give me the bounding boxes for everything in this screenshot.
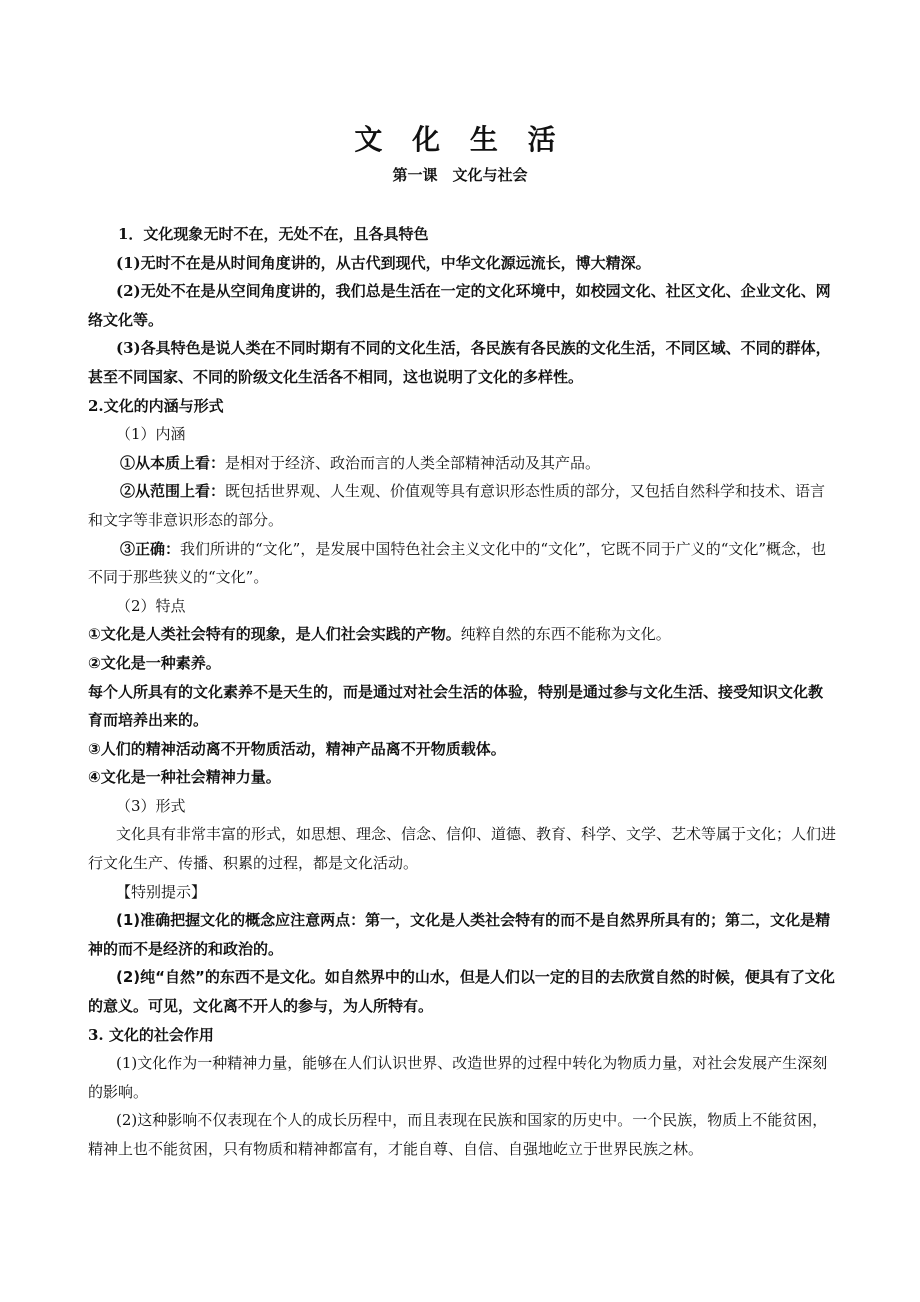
feature-1-bold: ①文化是人类社会特有的现象，是人们社会实践的产物。 xyxy=(88,625,461,644)
section-1-heading: 1．文化现象无时不在，无处不在，且各具特色 xyxy=(118,225,429,243)
feature-1 xyxy=(88,620,836,649)
connotation-point-3 xyxy=(88,535,836,592)
features-heading: （2）特点 xyxy=(116,596,186,615)
feature-3: ③人们的精神活动离不开物质活动，精神产品离不开物质载体。 xyxy=(88,739,506,758)
section-1-point-2: (2)无处不在是从空间角度讲的，我们总是生活在一定的文化环境中，如校园文化、社区文化、企业文化、网络文化等。 xyxy=(88,282,831,329)
connotation-point-3-text: 我们所讲的“文化”，是发展中国特色社会主义文化中的“文化”，它既不同于广义的“文化”概念，也不同于那些狭义的“文化”。 xyxy=(88,539,827,587)
document-body xyxy=(88,220,836,1164)
connotation-point-2-text: 既包括世界观、人生观、价值观等具有意识形态性质的部分，又包括自然科学和技术、语言和文字等非意识形态的部分。 xyxy=(88,482,826,529)
section-1-point-1: (1)无时不在是从时间角度讲的，从古代到现代，中华文化源远流长，博大精深。 xyxy=(116,253,651,272)
document-title: 文 化 生 活 xyxy=(354,123,566,156)
lesson-subtitle: 第一课 文化与社会 xyxy=(392,166,528,184)
connotation-point-1 xyxy=(88,449,836,478)
feature-4: ④文化是一种社会精神力量。 xyxy=(88,768,281,787)
special-tip-2: (2)纯“自然”的东西不是文化。如自然界中的山水，但是人们以一定的目的去欣赏自然的时候，便具有了文化的意义。可见，文化离不开人的参与，为人所特有。 xyxy=(88,968,835,1016)
section-3-heading: 3. 文化的社会作用 xyxy=(88,1025,214,1044)
section-3-point-2: (2)这种影响不仅表现在个人的成长历程中，而且表现在民族和国家的历史中。一个民族，物质上不能贫困，精神上也不能贫困，只有物质和精神都富有，才能自尊、自信、自强地屹立于世界民族之林。 xyxy=(88,1111,828,1158)
feature-1-text: 纯粹自然的东西不能称为文化。 xyxy=(460,625,671,644)
special-tip-1: (1)准确把握文化的概念应注意两点：第一，文化是人类社会特有的而不是自然界所具有的；第二，文化是精神的而不是经济的和政治的。 xyxy=(88,911,831,958)
connotation-point-2-label: ②从范围上看： xyxy=(120,482,226,501)
connotation-point-3-label: ③正确： xyxy=(120,539,181,558)
connotation-point-2 xyxy=(88,477,836,534)
section-1-point-3: (3)各具特色是说人类在不同时期有不同的文化生活，各民族有各民族的文化生活，不同区域、不同的群体，甚至不同国家、不同的阶级文化生活各不相同，这也说明了文化的多样性。 xyxy=(88,339,831,386)
special-tip-title: 【特别提示】 xyxy=(116,882,207,901)
section-2-heading: 2.文化的内涵与形式 xyxy=(88,396,224,415)
section-3-point-1: (1)文化作为一种精神力量，能够在人们认识世界、改造世界的过程中转化为物质力量，对社会发展产生深刻的影响。 xyxy=(88,1054,828,1101)
feature-2-paragraph: 每个人所具有的文化素养不是天生的，而是通过对社会生活的体验，特别是通过参与文化生活、接受知识文化教育而培养出来的。 xyxy=(88,682,824,730)
feature-2: ②文化是一种素养。 xyxy=(88,653,221,672)
connotation-heading: （1）内涵 xyxy=(116,425,186,444)
connotation-point-1-label: ①从本质上看： xyxy=(120,453,226,472)
connotation-point-1-text: 是相对于经济、政治而言的人类全部精神活动及其产品。 xyxy=(225,453,601,472)
forms-heading: （3）形式 xyxy=(116,796,186,815)
forms-text: 文化具有非常丰富的形式，如思想、理念、信念、信仰、道德、教育、科学、文学、艺术等属于文化；人们进行文化生产、传播、积累的过程，都是文化活动。 xyxy=(88,825,837,873)
